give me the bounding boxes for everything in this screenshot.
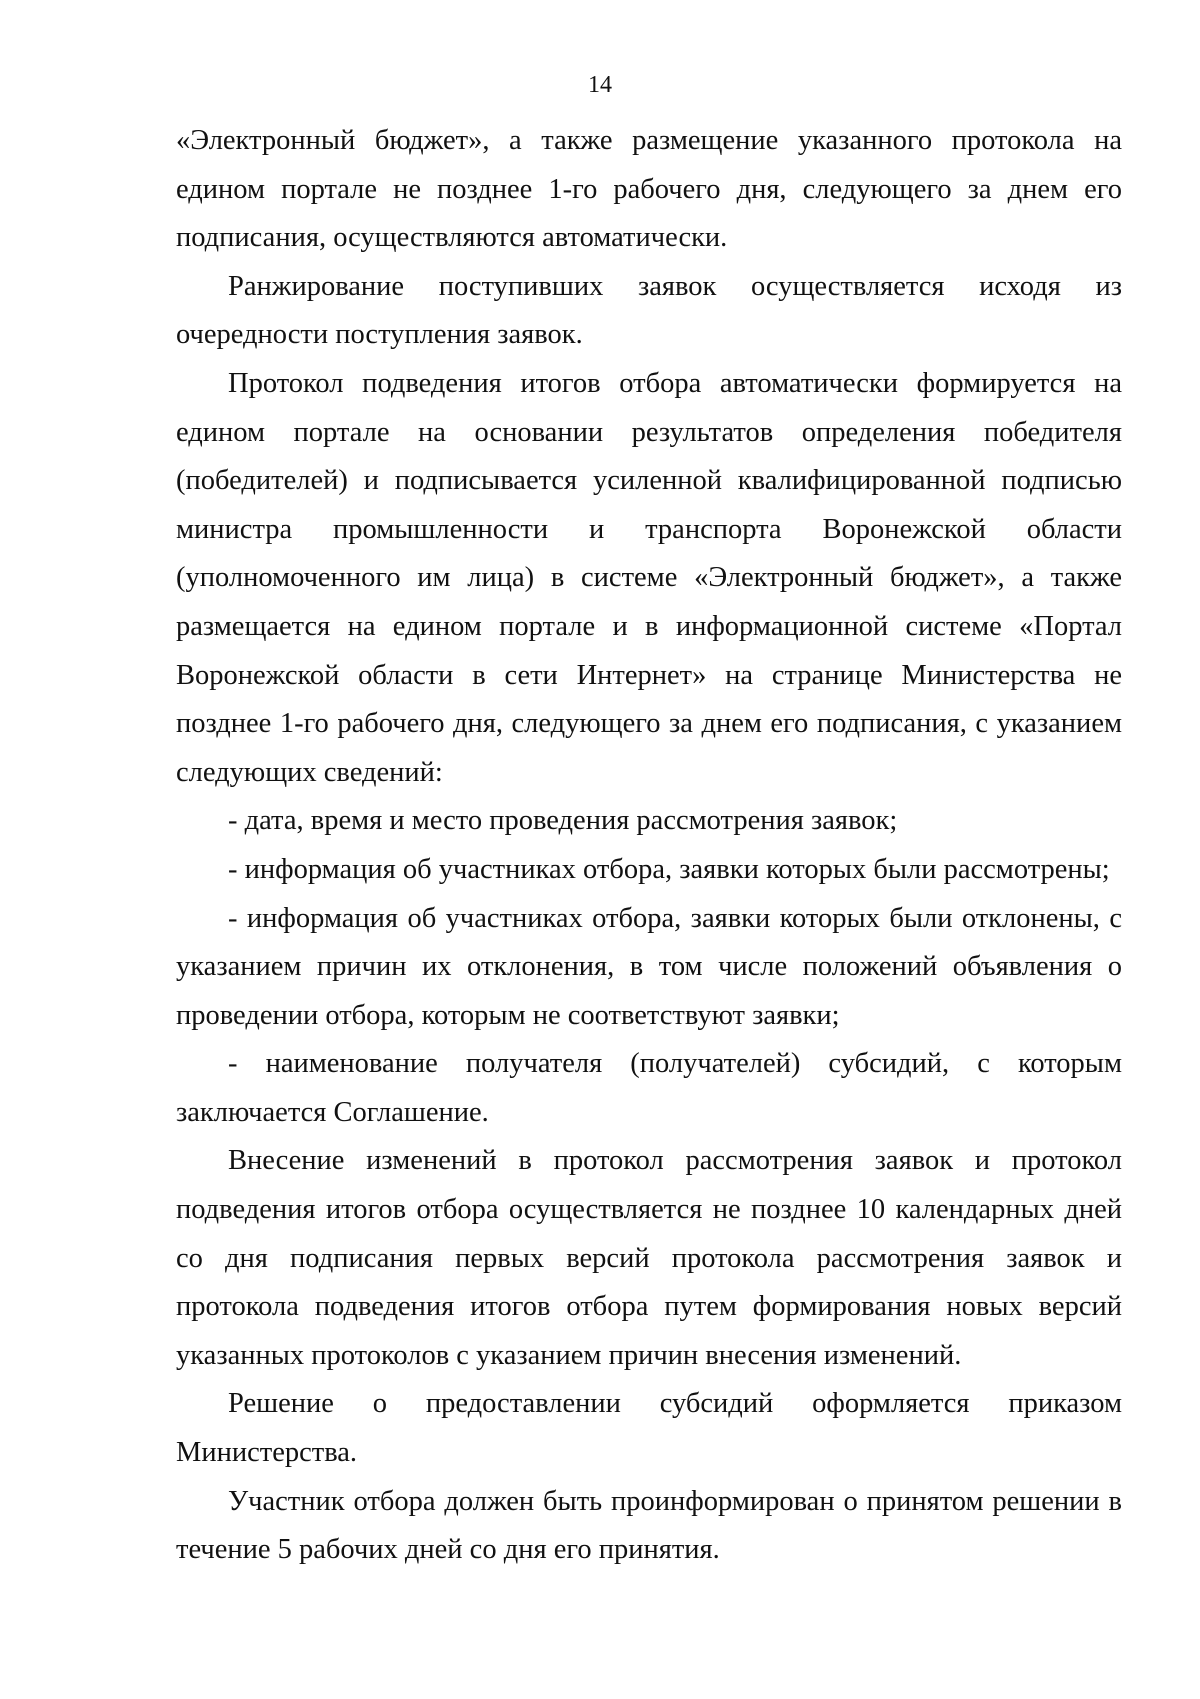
- paragraph-protocol-changes: Внесение изменений в протокол рассмотрения заявок и протокол подведения итогов отбора осуществляется не позднее 10 календарных дней со дня подписания первых версий протокола рассмотрения заявок и протокола подведения итогов отбора путем формирования новых версий указанных протоколов с указанием причин внесения изменений.: [176, 1145, 1122, 1371]
- paragraph-notification: Участник отбора должен быть проинформирован о принятом решении в течение 5 рабочих дней со дня его принятия.: [176, 1485, 1122, 1566]
- document-body: [176, 117, 1122, 1575]
- paragraph-continuation: «Электронный бюджет», а также размещение указанного протокола на едином портале не позднее 1-го рабочего дня, следующего за днем его подписания, осуществляются автоматически.: [176, 125, 1122, 254]
- list-item-recipient-name: - наименование получателя (получателей) субсидий, с которым заключается Соглашение.: [176, 1048, 1122, 1128]
- list-item-considered-participants: - информация об участниках отбора, заявки которых были рассмотрены;: [228, 853, 1110, 885]
- paragraph-ranking: Ранжирование поступивших заявок осуществляется исходя из очередности поступления заявок.: [176, 270, 1122, 351]
- paragraph-decision: Решение о предоставлении субсидий оформляется приказом Министерства.: [176, 1388, 1122, 1469]
- list-item-rejected-participants: - информация об участниках отбора, заявки которых были отклонены, с указанием причин их отклонения, в том числе положений объявления о проведении отбора, которым не соответствуют заявки;: [176, 902, 1122, 1031]
- paragraph-results-protocol: Протокол подведения итогов отбора автоматически формируется на едином портале на основании результатов определения победителя (победителей) и подписывается усиленной квалифицированной подписью министра промышленности и транспорта Воронежской области (уполномоченного им лица) в системе «Электронный бюджет», а также размещается на едином портале и в информационной системе «Портал Воронежской области в сети Интернет» на странице Министерства не позднее 1-го рабочего дня, следующего за днем его подписания, с указанием следующих сведений:: [176, 367, 1122, 788]
- page-number: 14: [588, 72, 612, 98]
- list-item-date-time-place: - дата, время и место проведения рассмотрения заявок;: [228, 805, 898, 837]
